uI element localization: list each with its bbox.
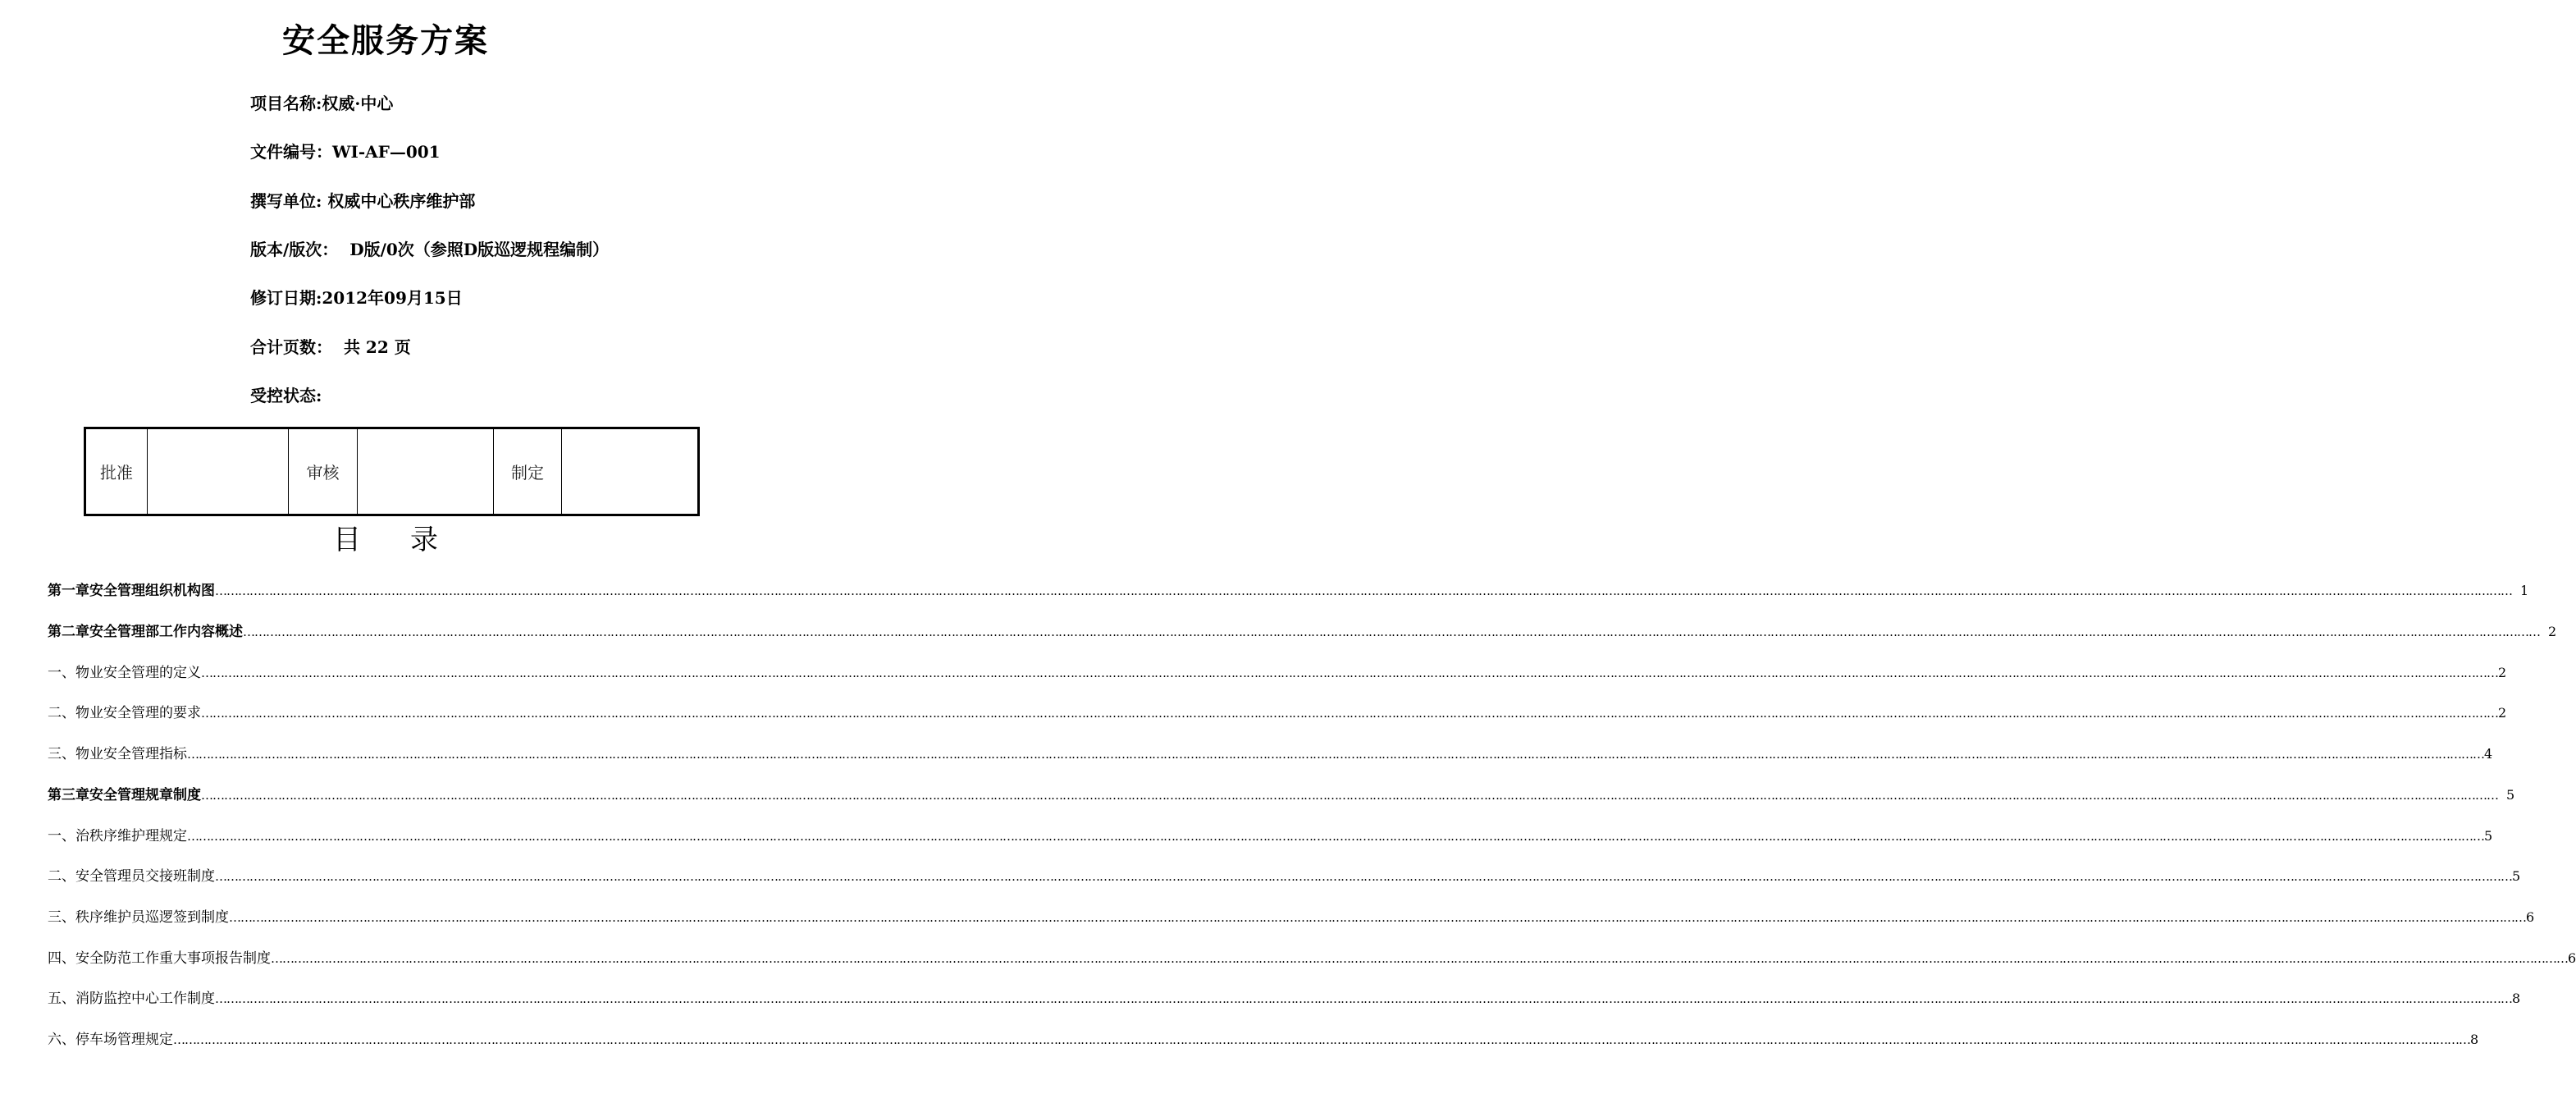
toc-item[interactable]	[48, 743, 2493, 766]
approval-row	[85, 428, 699, 515]
toc-item-page: 5	[2484, 828, 2493, 844]
toc-title-right: 录	[410, 524, 438, 556]
toc-item-text: 五、消防监控中心工作制度	[48, 991, 215, 1007]
toc-leader-dots: ……………………………………………………………………………………………………………………………………………………………………………………………………………………………………………………………………………………………………………………………………………………………………………………………………………………………………………………………………………………………………………………………………………………	[215, 869, 2512, 884]
meta-value: 权威中心秩序维护部	[327, 191, 476, 211]
meta-label: 项目名称:	[250, 94, 322, 113]
toc-item-page: 2	[2498, 665, 2507, 680]
toc-leader-dots: ……………………………………………………………………………………………………………………………………………………………………………………………………………………………………………………………………………………………………………………………………………………………………………………………………………………………………………………………………………………………………………………………………………………	[187, 829, 2484, 844]
toc-leader-dots: ……………………………………………………………………………………………………………………………………………………………………………………………………………………………………………………………………………………………………………………………………………………………………………………………………………………………………………………………………………………………………………………………………………………	[187, 747, 2484, 762]
meta-label: 修订日期:	[250, 288, 322, 308]
toc-item[interactable]	[48, 784, 2515, 807]
toc-item-page: 2	[2548, 624, 2557, 639]
toc-leader-dots: ……………………………………………………………………………………………………………………………………………………………………………………………………………………………………………………………………………………………………………………………………………………………………………………………………………………………………………………………………………………………………………………………………………………	[229, 910, 2526, 925]
toc-item-text: 二、安全管理员交接班制度	[48, 868, 215, 885]
toc-item-text: 四、安全防范工作重大事项报告制度	[48, 950, 271, 967]
toc-item[interactable]	[48, 579, 2529, 602]
toc-leader-dots: ……………………………………………………………………………………………………………………………………………………………………………………………………………………………………………………………………………………………………………………………………………………………………………………………………………………………………………………………………………………………………………………………………………………	[243, 625, 2540, 639]
toc-item[interactable]	[48, 620, 2557, 643]
meta-project-name	[250, 91, 393, 116]
toc-item-page: 2	[2498, 705, 2507, 721]
toc-item[interactable]	[48, 1028, 2479, 1051]
toc-item-text: 一、物业安全管理的定义	[48, 665, 201, 681]
meta-value: 2012年09月15日	[322, 288, 463, 308]
toc-item-page: 1	[2520, 583, 2529, 598]
toc-leader-dots: ……………………………………………………………………………………………………………………………………………………………………………………………………………………………………………………………………………………………………………………………………………………………………………………………………………………………………………………………………………………………………………………………………………………	[201, 706, 2498, 721]
toc-item-page: 8	[2470, 1032, 2479, 1047]
meta-label: 受控状态:	[250, 386, 322, 405]
approve-signature-cell[interactable]	[148, 428, 289, 515]
toc-leader-dots: ……………………………………………………………………………………………………………………………………………………………………………………………………………………………………………………………………………………………………………………………………………………………………………………………………………………………………………………………………………………………………………………………………………………	[201, 666, 2498, 680]
toc-item[interactable]	[48, 947, 2576, 970]
approval-table	[84, 427, 700, 516]
toc-item[interactable]	[48, 987, 2521, 1010]
meta-value: 权威·中心	[322, 94, 394, 113]
meta-author-unit	[250, 189, 475, 213]
meta-version	[250, 237, 609, 262]
meta-page-count	[250, 335, 411, 359]
toc-item[interactable]	[48, 906, 2535, 929]
toc-item[interactable]	[48, 702, 2507, 725]
meta-revision-date	[250, 286, 463, 310]
toc-item-page: 5	[2512, 868, 2521, 884]
meta-value: 共 22 页	[343, 337, 411, 357]
document-title: 安全服务方案	[282, 21, 489, 60]
meta-value: WI-AF—001	[332, 142, 441, 162]
toc-item-page: 8	[2512, 991, 2521, 1006]
toc-item-text: 第一章安全管理组织机构图	[48, 583, 215, 599]
toc-item[interactable]	[48, 825, 2493, 848]
toc-item[interactable]	[48, 865, 2521, 888]
toc-item-page: 6	[2568, 950, 2576, 966]
toc-leader-dots: ……………………………………………………………………………………………………………………………………………………………………………………………………………………………………………………………………………………………………………………………………………………………………………………………………………………………………………………………………………………………………………………………………………………	[215, 584, 2512, 598]
toc-leader-dots: ……………………………………………………………………………………………………………………………………………………………………………………………………………………………………………………………………………………………………………………………………………………………………………………………………………………………………………………………………………………………………………………………………………………	[201, 788, 2498, 803]
draft-label-cell: 制定	[494, 428, 562, 515]
toc-item-text: 第三章安全管理规章制度	[48, 787, 201, 803]
toc-title	[0, 517, 771, 557]
toc-item-text: 三、秩序维护员巡逻签到制度	[48, 909, 229, 926]
toc-item-page: 5	[2506, 787, 2515, 803]
meta-value: D版/0次（参照D版巡逻规程编制）	[349, 240, 610, 259]
toc-item[interactable]	[48, 661, 2507, 684]
toc-leader-dots: ……………………………………………………………………………………………………………………………………………………………………………………………………………………………………………………………………………………………………………………………………………………………………………………………………………………………………………………………………………………………………………………………………………………	[271, 951, 2568, 966]
toc-leader-dots: ……………………………………………………………………………………………………………………………………………………………………………………………………………………………………………………………………………………………………………………………………………………………………………………………………………………………………………………………………………………………………………………………………………………	[215, 991, 2512, 1006]
review-signature-cell[interactable]	[358, 428, 494, 515]
meta-label: 文件编号：	[250, 142, 332, 162]
meta-label: 合计页数：	[250, 337, 344, 357]
draft-signature-cell[interactable]	[562, 428, 699, 515]
approve-label-cell: 批准	[85, 428, 148, 515]
toc-item-text: 二、物业安全管理的要求	[48, 705, 201, 721]
toc-item-text: 一、治秩序维护理规定	[48, 828, 187, 844]
toc-item-text: 三、物业安全管理指标	[48, 746, 187, 762]
toc-item-text: 第二章安全管理部工作内容概述	[48, 624, 243, 640]
toc-leader-dots: ……………………………………………………………………………………………………………………………………………………………………………………………………………………………………………………………………………………………………………………………………………………………………………………………………………………………………………………………………………………………………………………………………………………	[173, 1032, 2470, 1047]
review-label-cell: 审核	[289, 428, 358, 515]
toc-item-page: 6	[2526, 909, 2535, 925]
toc-title-left: 目	[333, 524, 361, 556]
meta-file-number	[250, 140, 441, 164]
meta-label: 撰写单位:	[250, 191, 328, 211]
meta-control-status	[250, 383, 322, 408]
toc-item-page: 4	[2484, 746, 2493, 762]
toc-item-text: 六、停车场管理规定	[48, 1032, 173, 1048]
meta-label: 版本/版次：	[250, 240, 350, 259]
